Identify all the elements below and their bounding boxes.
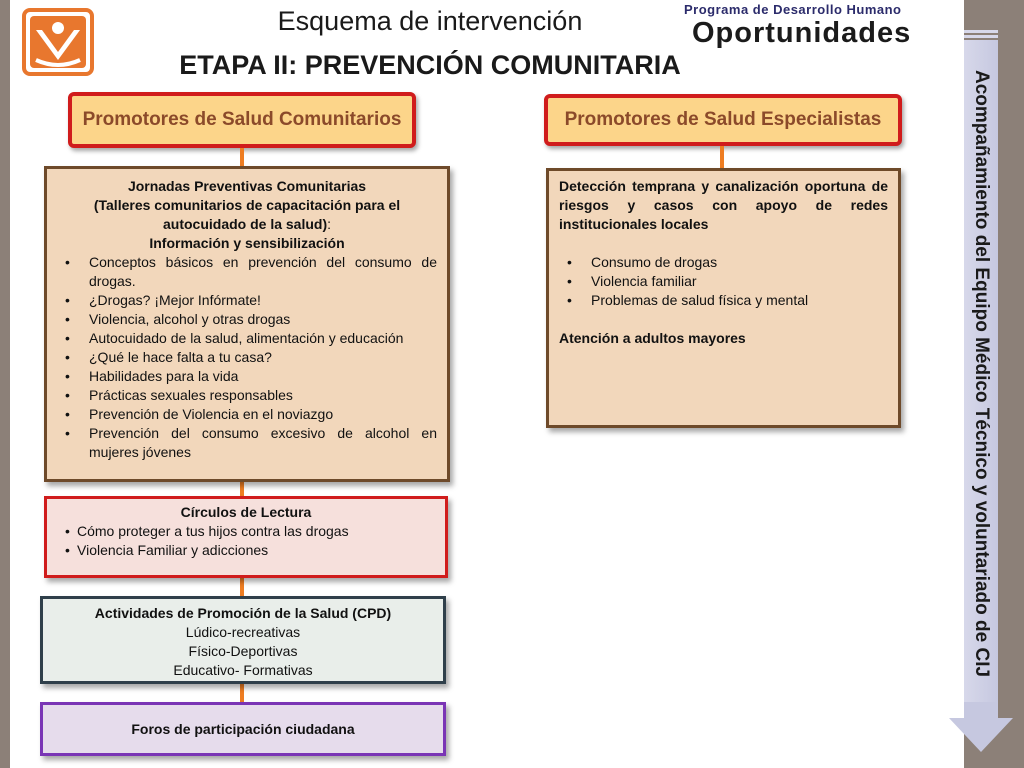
deteccion-intro: Detección temprana y canalización oportuna de riesgos y casos con apoyo de redes institucionales locales bbox=[559, 178, 888, 232]
list-item: • Prevención del consumo excesivo de alcohol en mujeres jóvenes bbox=[57, 424, 437, 462]
circulos-list bbox=[57, 522, 435, 560]
list-item: • Habilidades para la vida bbox=[57, 367, 437, 386]
actividades-line: Lúdico-recreativas bbox=[185, 624, 301, 640]
list-item: • Cómo proteger a tus hijos contra las drogas bbox=[57, 522, 435, 541]
oportunidades-logo bbox=[678, 0, 968, 52]
connector-left-3 bbox=[240, 684, 244, 702]
jornadas-list bbox=[57, 253, 437, 462]
actividades-box bbox=[40, 596, 446, 684]
arrow-down-icon bbox=[949, 698, 1013, 754]
jornadas-colon: : bbox=[327, 216, 332, 232]
actividades-title: Actividades de Promoción de la Salud (CPD) bbox=[94, 605, 392, 621]
side-label: Acompañamiento del Equipo Médico Técnico y voluntariado de CIJ bbox=[971, 70, 992, 678]
logo-icon bbox=[22, 8, 94, 76]
right-header-label: Promotores de Salud Especialistas bbox=[564, 109, 882, 130]
foros-box bbox=[40, 702, 446, 756]
slide bbox=[10, 0, 964, 768]
jornadas-section: Información y sensibilización bbox=[149, 235, 345, 251]
jornadas-title: Jornadas Preventivas Comunitarias bbox=[127, 178, 367, 194]
circulos-box bbox=[44, 496, 448, 578]
page-title: Esquema de intervención bbox=[277, 6, 583, 36]
list-item: • Prácticas sexuales responsables bbox=[57, 386, 437, 405]
left-header-label: Promotores de Salud Comunitarios bbox=[82, 109, 402, 130]
connector-left-1 bbox=[240, 482, 244, 496]
page-subtitle: ETAPA II: PREVENCIÓN COMUNITARIA bbox=[179, 50, 681, 80]
program-name: Oportunidades bbox=[692, 17, 912, 49]
connector-left-top bbox=[240, 148, 244, 166]
circulos-title: Círculos de Lectura bbox=[180, 504, 312, 520]
program-label: Programa de Desarrollo Humano bbox=[684, 2, 902, 17]
connector-left-2 bbox=[240, 578, 244, 596]
right-header bbox=[544, 94, 902, 146]
deteccion-footer: Atención a adultos mayores bbox=[559, 330, 746, 346]
jornadas-subtitle: (Talleres comunitarios de capacitación para el autocuidado de la salud) bbox=[93, 197, 401, 232]
jornadas-box bbox=[44, 166, 450, 482]
deteccion-list bbox=[559, 253, 888, 310]
list-item: • Violencia Familiar y adicciones bbox=[57, 541, 435, 560]
deteccion-box bbox=[546, 168, 901, 428]
list-item: • Conceptos básicos en prevención del consumo de drogas. bbox=[57, 253, 437, 291]
list-item: • Violencia familiar bbox=[559, 272, 888, 291]
actividades-line: Físico-Deportivas bbox=[188, 643, 298, 659]
list-item: • ¿Drogas? ¡Mejor Infórmate! bbox=[57, 291, 437, 310]
list-item: • Prevención de Violencia en el noviazgo bbox=[57, 405, 437, 424]
list-item: • Consumo de drogas bbox=[559, 253, 888, 272]
foros-label: Foros de participación ciudadana bbox=[131, 720, 355, 737]
list-item: • Problemas de salud física y mental bbox=[559, 291, 888, 310]
actividades-line: Educativo- Formativas bbox=[173, 662, 313, 678]
connector-right-top bbox=[720, 146, 724, 168]
left-header bbox=[68, 92, 416, 148]
list-item: • ¿Qué le hace falta a tu casa? bbox=[57, 348, 437, 367]
list-item: • Autocuidado de la salud, alimentación y educación bbox=[57, 329, 437, 348]
list-item: • Violencia, alcohol y otras drogas bbox=[57, 310, 437, 329]
